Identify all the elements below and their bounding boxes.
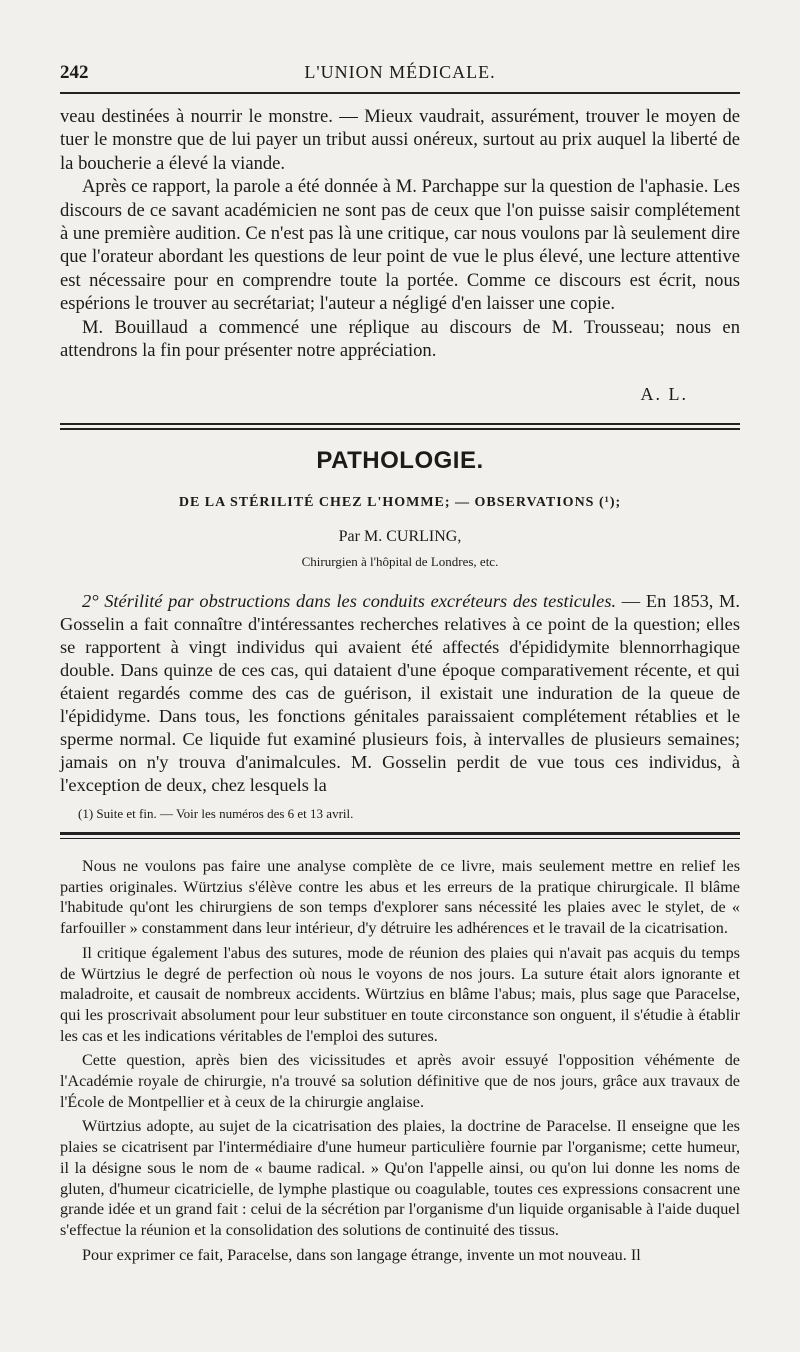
section-double-rule-bottom xyxy=(60,428,740,430)
page-header xyxy=(60,58,740,88)
feuilleton-paragraph: Cette question, après bien des vicissitudes et après avoir essuyé l'opposition véhémente de l'Académie royale de chirurgie, n'a trouvé sa solution définitive que de nos jours, grâce aux travaux de l'École de Montpellier et à ceux de la chirurgie anglaise. xyxy=(60,1051,740,1111)
page-number: 242 xyxy=(60,62,89,83)
feuilleton-paragraph: Nous ne voulons pas faire une analyse complète de ce livre, mais seulement mettre en relief les parties originales. Würtzius s'élève contre les abus et les erreurs de la pratique chirurgicale. Il blâme l'habitude qu'ont les chirurgiens de son temps d'explorer sans nécessité les plaies avec le stylet, de « farfouiller » constamment dans leur intérieur, d'y détruire les adhérences et le travail de la cicatrisation. xyxy=(60,857,740,938)
article-body xyxy=(60,590,740,797)
intro-text xyxy=(60,105,740,362)
article-title: DE LA STÉRILITÉ CHEZ L'HOMME; — OBSERVATIONS (¹); xyxy=(178,495,622,510)
article-paragraph xyxy=(60,590,740,797)
author-line: Par M. CURLING, xyxy=(338,528,462,545)
footnote: (1) Suite et fin. — Voir les numéros des 6 et 13 avril. xyxy=(78,806,354,821)
feuilleton-rule-bottom xyxy=(60,838,740,839)
intro-paragraph: Après ce rapport, la parole a été donnée à M. Parchappe sur la question de l'aphasie. Les discours de ce savant académicien ne sont pas de ceux que l'on puisse saisir complétement à une première audition. Ce n'est pas là une critique, car nous voulons par là seulement dire que l'orateur abordant les questions de leur point de vue le plus élevé, une lecture attentive est nécessaire pour en comprendre toute la portée. Comme ce discours est écrit, nous espérions le trouver au secrétariat; l'auteur a négligé d'en laisser une copie. xyxy=(60,176,740,315)
article-subheading: 2° Stérilité par obstructions dans les conduits excréteurs des testicules. xyxy=(82,591,617,611)
section-double-rule-top xyxy=(60,423,740,425)
signature: A. L. xyxy=(640,384,688,404)
section-title: PATHOLOGIE. xyxy=(316,447,484,474)
author-affiliation: Chirurgien à l'hôpital de Londres, etc. xyxy=(301,554,499,569)
feuilleton-text xyxy=(60,856,740,1265)
feuilleton-rule-top xyxy=(60,832,740,835)
journal-title: L'UNION MÉDICALE. xyxy=(304,62,496,82)
feuilleton-paragraph: Il critique également l'abus des sutures, mode de réunion des plaies qui n'avait pas acquis du temps de Würtzius le degré de perfection où nous le voyons de nos jours. La suture était alors ignorante et maladroite, et causait de nombreux accidents. Würtzius en blâme l'abus; mais, plus sage que Paracelse, qui les proscrivait absolument pour leur substituer en toute circonstance son onguent, il s'étudie à établir les cas et les indications véritables de l'emploi des sutures. xyxy=(60,943,740,1045)
header-rule xyxy=(60,92,740,94)
intro-paragraph: veau destinées à nourrir le monstre. — Mieux vaudrait, assurément, trouver le moyen de tuer le monstre que de lui payer un tribut aussi onéreux, surtout au prix auquel la liberté de la boucherie a élevé la viande. xyxy=(60,106,740,174)
article-paragraph-text: — En 1853, M. Gosselin a fait connaître d'intéressantes recherches relatives à ce point de la question; elles se rapportent à vingt individus qui avaient été affectés d'épididymite blennorrhagique double. Dans quinze de ces cas, qui dataient d'une époque comparativement récente, et qui étaient regardés comme des cas de guérison, il existait une induration de la queue de l'épididyme. Dans tous, les fonctions génitales paraissaient complétement rétablies et le sperme normal. Ce liquide fut examiné plusieurs fois, à intervalles de plusieurs semaines; jamais on n'y trouva d'animalcules. M. Gosselin perdit de vue tous ces individus, à l'exception de deux, chez lesquels la xyxy=(60,591,740,795)
intro-paragraph: M. Bouillaud a commencé une réplique au discours de M. Trousseau; nous en attendrons la fin pour présenter notre appréciation. xyxy=(60,316,740,362)
feuilleton-paragraph: Pour exprimer ce fait, Paracelse, dans son langage étrange, invente un mot nouveau. Il xyxy=(82,1245,641,1264)
feuilleton-paragraph: Würtzius adopte, au sujet de la cicatrisation des plaies, la doctrine de Paracelse. Il enseigne que les plaies se cicatrisent par l'intermédiaire d'une humeur particulière fournie par l'organisme; cette humeur, il la désigne sous le nom de « baume radical. » Qu'on l'appelle ainsi, ou qu'on lui donne les noms de gluten, d'humeur cicatricielle, de lymphe plastique ou coagulable, toutes ces expressions consacrent une grande idée et un grand fait : celui de la sécrétion par l'organisme d'un liquide organisable à l'aide duquel s'effectue la réunion et la consolidation des solutions de continuité des tissus. xyxy=(60,1117,740,1239)
